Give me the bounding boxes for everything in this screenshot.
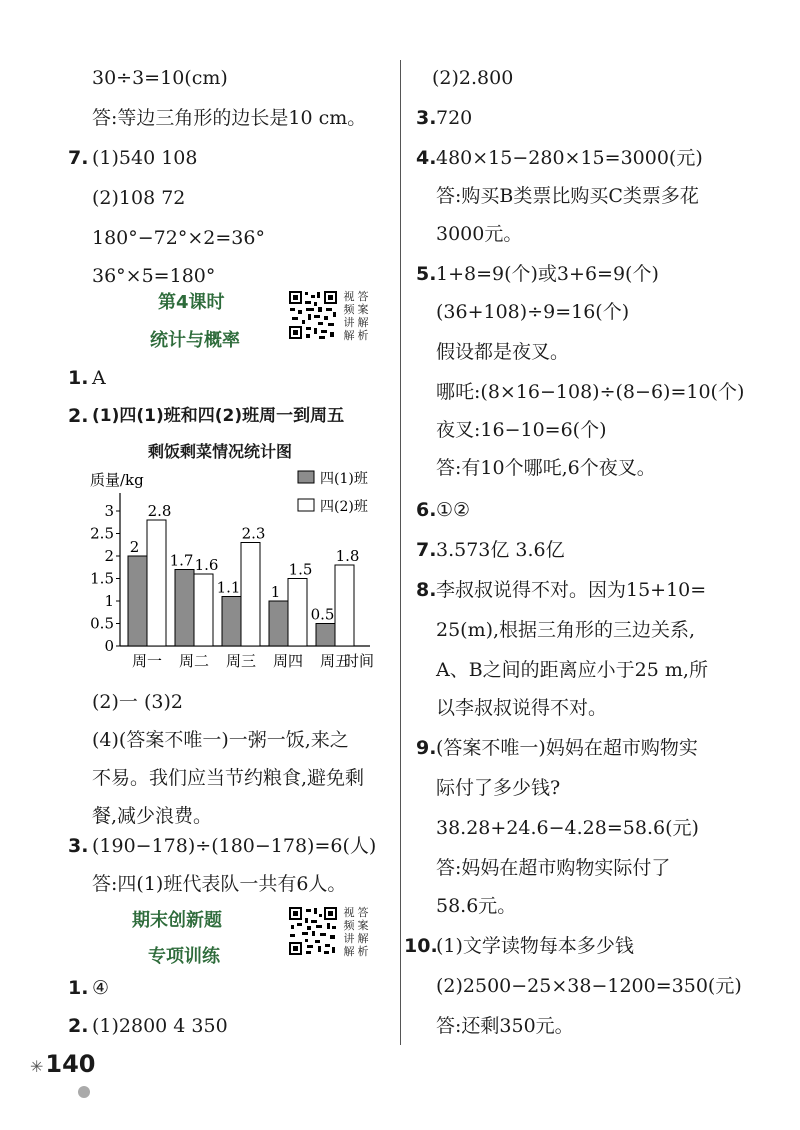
section-title: 第4课时 bbox=[158, 292, 225, 313]
answer-line: 3.573亿 3.6亿 bbox=[436, 539, 565, 561]
answer-line: 际付了多少钱? bbox=[436, 777, 561, 799]
answer-line: 答:等边三角形的边长是10 cm。 bbox=[92, 107, 367, 129]
section-subtitle: 专项训练 bbox=[148, 946, 220, 967]
answer-line: 58.6元。 bbox=[436, 895, 517, 917]
star-icon: ✳ bbox=[30, 1057, 44, 1076]
question-number: 3. bbox=[416, 107, 437, 129]
question-number: 7. bbox=[416, 539, 437, 561]
answer-line: (36+108)÷9=16(个) bbox=[436, 301, 630, 323]
answer-line: 答:有10个哪吒,6个夜叉。 bbox=[436, 457, 656, 479]
answer-line: 假设都是夜叉。 bbox=[436, 341, 570, 363]
answer-line: A、B之间的距离应小于25 m,所 bbox=[436, 659, 708, 681]
x-tick-label: 周四 bbox=[272, 652, 304, 670]
bar bbox=[128, 556, 147, 646]
y-tick-label: 0 bbox=[104, 637, 114, 655]
answer-line: (4)(答案不唯一)一粥一饭,来之 bbox=[92, 729, 349, 751]
question-number: 6. bbox=[416, 499, 437, 521]
answer-line: A bbox=[92, 367, 106, 389]
answer-line: 不易。我们应当节约粮食,避免剩 bbox=[92, 767, 365, 789]
page-dot bbox=[78, 1086, 90, 1098]
answer-line: 夜叉:16−10=6(个) bbox=[436, 419, 607, 441]
data-label: 1.7 bbox=[169, 551, 194, 570]
answer-line: (2)108 72 bbox=[92, 187, 186, 209]
section-title: 期末创新题 bbox=[132, 910, 222, 931]
column-divider bbox=[400, 60, 401, 1045]
data-label: 1.1 bbox=[216, 578, 241, 597]
question-number: 1. bbox=[68, 367, 89, 389]
answer-line: 480×15−280×15=3000(元) bbox=[436, 147, 703, 169]
answer-line: (2)2.800 bbox=[432, 67, 514, 89]
x-axis-label: 时间 bbox=[343, 652, 374, 670]
answer-line: (答案不唯一)妈妈在超市购物实 bbox=[436, 737, 698, 759]
x-tick-label: 周五 bbox=[319, 652, 351, 670]
data-label: 1.6 bbox=[194, 556, 219, 574]
bar bbox=[175, 570, 194, 647]
answer-line: 以李叔叔说得不对。 bbox=[436, 697, 608, 719]
qr-caption: 视 答频 案讲 解解 析 bbox=[343, 906, 369, 958]
answer-line: (2)2500−25×38−1200=350(元) bbox=[436, 975, 742, 997]
bar bbox=[241, 543, 260, 647]
data-label: 1.8 bbox=[335, 547, 360, 565]
bar bbox=[194, 574, 213, 646]
y-tick-label: 1.5 bbox=[90, 569, 114, 588]
answer-line: 25(m),根据三角形的三边关系, bbox=[436, 619, 696, 641]
qr-code[interactable] bbox=[288, 906, 338, 956]
question-number: 1. bbox=[68, 977, 89, 999]
question-number: 9. bbox=[416, 737, 437, 759]
answer-line: 答:四(1)班代表队一共有6人。 bbox=[92, 873, 347, 895]
legend-label: 四(1)班 bbox=[320, 471, 368, 487]
answer-line: 38.28+24.6−4.28=58.6(元) bbox=[436, 817, 699, 839]
answer-line: 答:还剩350元。 bbox=[436, 1015, 574, 1037]
question-number: 2. bbox=[68, 1015, 89, 1037]
answer-line: (2)一 (3)2 bbox=[92, 691, 183, 713]
y-tick-label: 0.5 bbox=[90, 614, 114, 633]
question-number: 2. bbox=[68, 405, 89, 427]
chart-caption-line: (1)四(1)班和四(2)班周一到周五 bbox=[92, 406, 345, 426]
bar bbox=[288, 579, 307, 647]
data-label: 1 bbox=[270, 583, 281, 601]
answer-line: 哪吒:(8×16−108)÷(8−6)=10(个) bbox=[436, 381, 745, 403]
bar-chart bbox=[90, 465, 400, 685]
x-tick-label: 周一 bbox=[131, 652, 163, 670]
y-axis-label: 质量/kg bbox=[90, 471, 144, 489]
answer-line: 1+8=9(个)或3+6=9(个) bbox=[436, 263, 659, 285]
answer-line: (1)文学读物每本多少钱 bbox=[436, 935, 634, 957]
answer-line: 答:购买B类票比购买C类票多花 bbox=[436, 185, 699, 207]
answer-line: (1)540 108 bbox=[92, 147, 198, 169]
bar bbox=[335, 565, 354, 646]
legend-label: 四(2)班 bbox=[320, 499, 368, 515]
y-tick-label: 2 bbox=[104, 547, 114, 565]
question-number: 8. bbox=[416, 579, 437, 601]
answer-line: 餐,减少浪费。 bbox=[92, 805, 213, 827]
answer-line: 720 bbox=[436, 107, 473, 129]
section-subtitle: 统计与概率 bbox=[150, 330, 240, 351]
bar bbox=[269, 601, 288, 646]
y-tick-label: 1 bbox=[104, 592, 114, 610]
answer-line: 答:妈妈在超市购物实际付了 bbox=[436, 857, 671, 879]
bar bbox=[316, 624, 335, 647]
answer-line: 李叔叔说得不对。因为15+10= bbox=[436, 579, 707, 601]
answer-line: ①② bbox=[436, 499, 471, 521]
data-label: 0.5 bbox=[310, 605, 335, 624]
answer-line: ④ bbox=[92, 977, 110, 999]
answer-line: (1)2800 4 350 bbox=[92, 1015, 228, 1037]
question-number: 4. bbox=[416, 147, 437, 169]
chart-title: 剩饭剩菜情况统计图 bbox=[148, 442, 293, 461]
qr-code[interactable] bbox=[288, 290, 338, 340]
answer-line: 36°×5=180° bbox=[92, 265, 216, 287]
y-tick-label: 2.5 bbox=[90, 524, 114, 543]
x-tick-label: 周三 bbox=[225, 652, 257, 670]
question-number: 3. bbox=[68, 835, 89, 857]
answer-line: (190−178)÷(180−178)=6(人) bbox=[92, 835, 377, 857]
data-label: 1.5 bbox=[288, 560, 313, 579]
page-number: ✳140 bbox=[30, 1050, 96, 1078]
answer-line: 30÷3=10(cm) bbox=[92, 67, 228, 89]
question-number: 10. bbox=[404, 935, 438, 957]
legend-swatch bbox=[298, 471, 314, 483]
qr-caption: 视 答频 案讲 解解 析 bbox=[343, 290, 369, 342]
data-label: 2.8 bbox=[147, 502, 172, 520]
bar bbox=[222, 597, 241, 647]
data-label: 2 bbox=[129, 538, 140, 556]
answer-line: 3000元。 bbox=[436, 223, 523, 245]
answer-line: 180°−72°×2=36° bbox=[92, 227, 265, 249]
legend-swatch bbox=[298, 499, 314, 511]
y-tick-label: 3 bbox=[104, 502, 114, 520]
data-label: 2.3 bbox=[241, 524, 266, 543]
question-number: 5. bbox=[416, 263, 437, 285]
bar bbox=[147, 520, 166, 646]
x-tick-label: 周二 bbox=[178, 652, 210, 670]
question-number: 7. bbox=[68, 147, 89, 169]
